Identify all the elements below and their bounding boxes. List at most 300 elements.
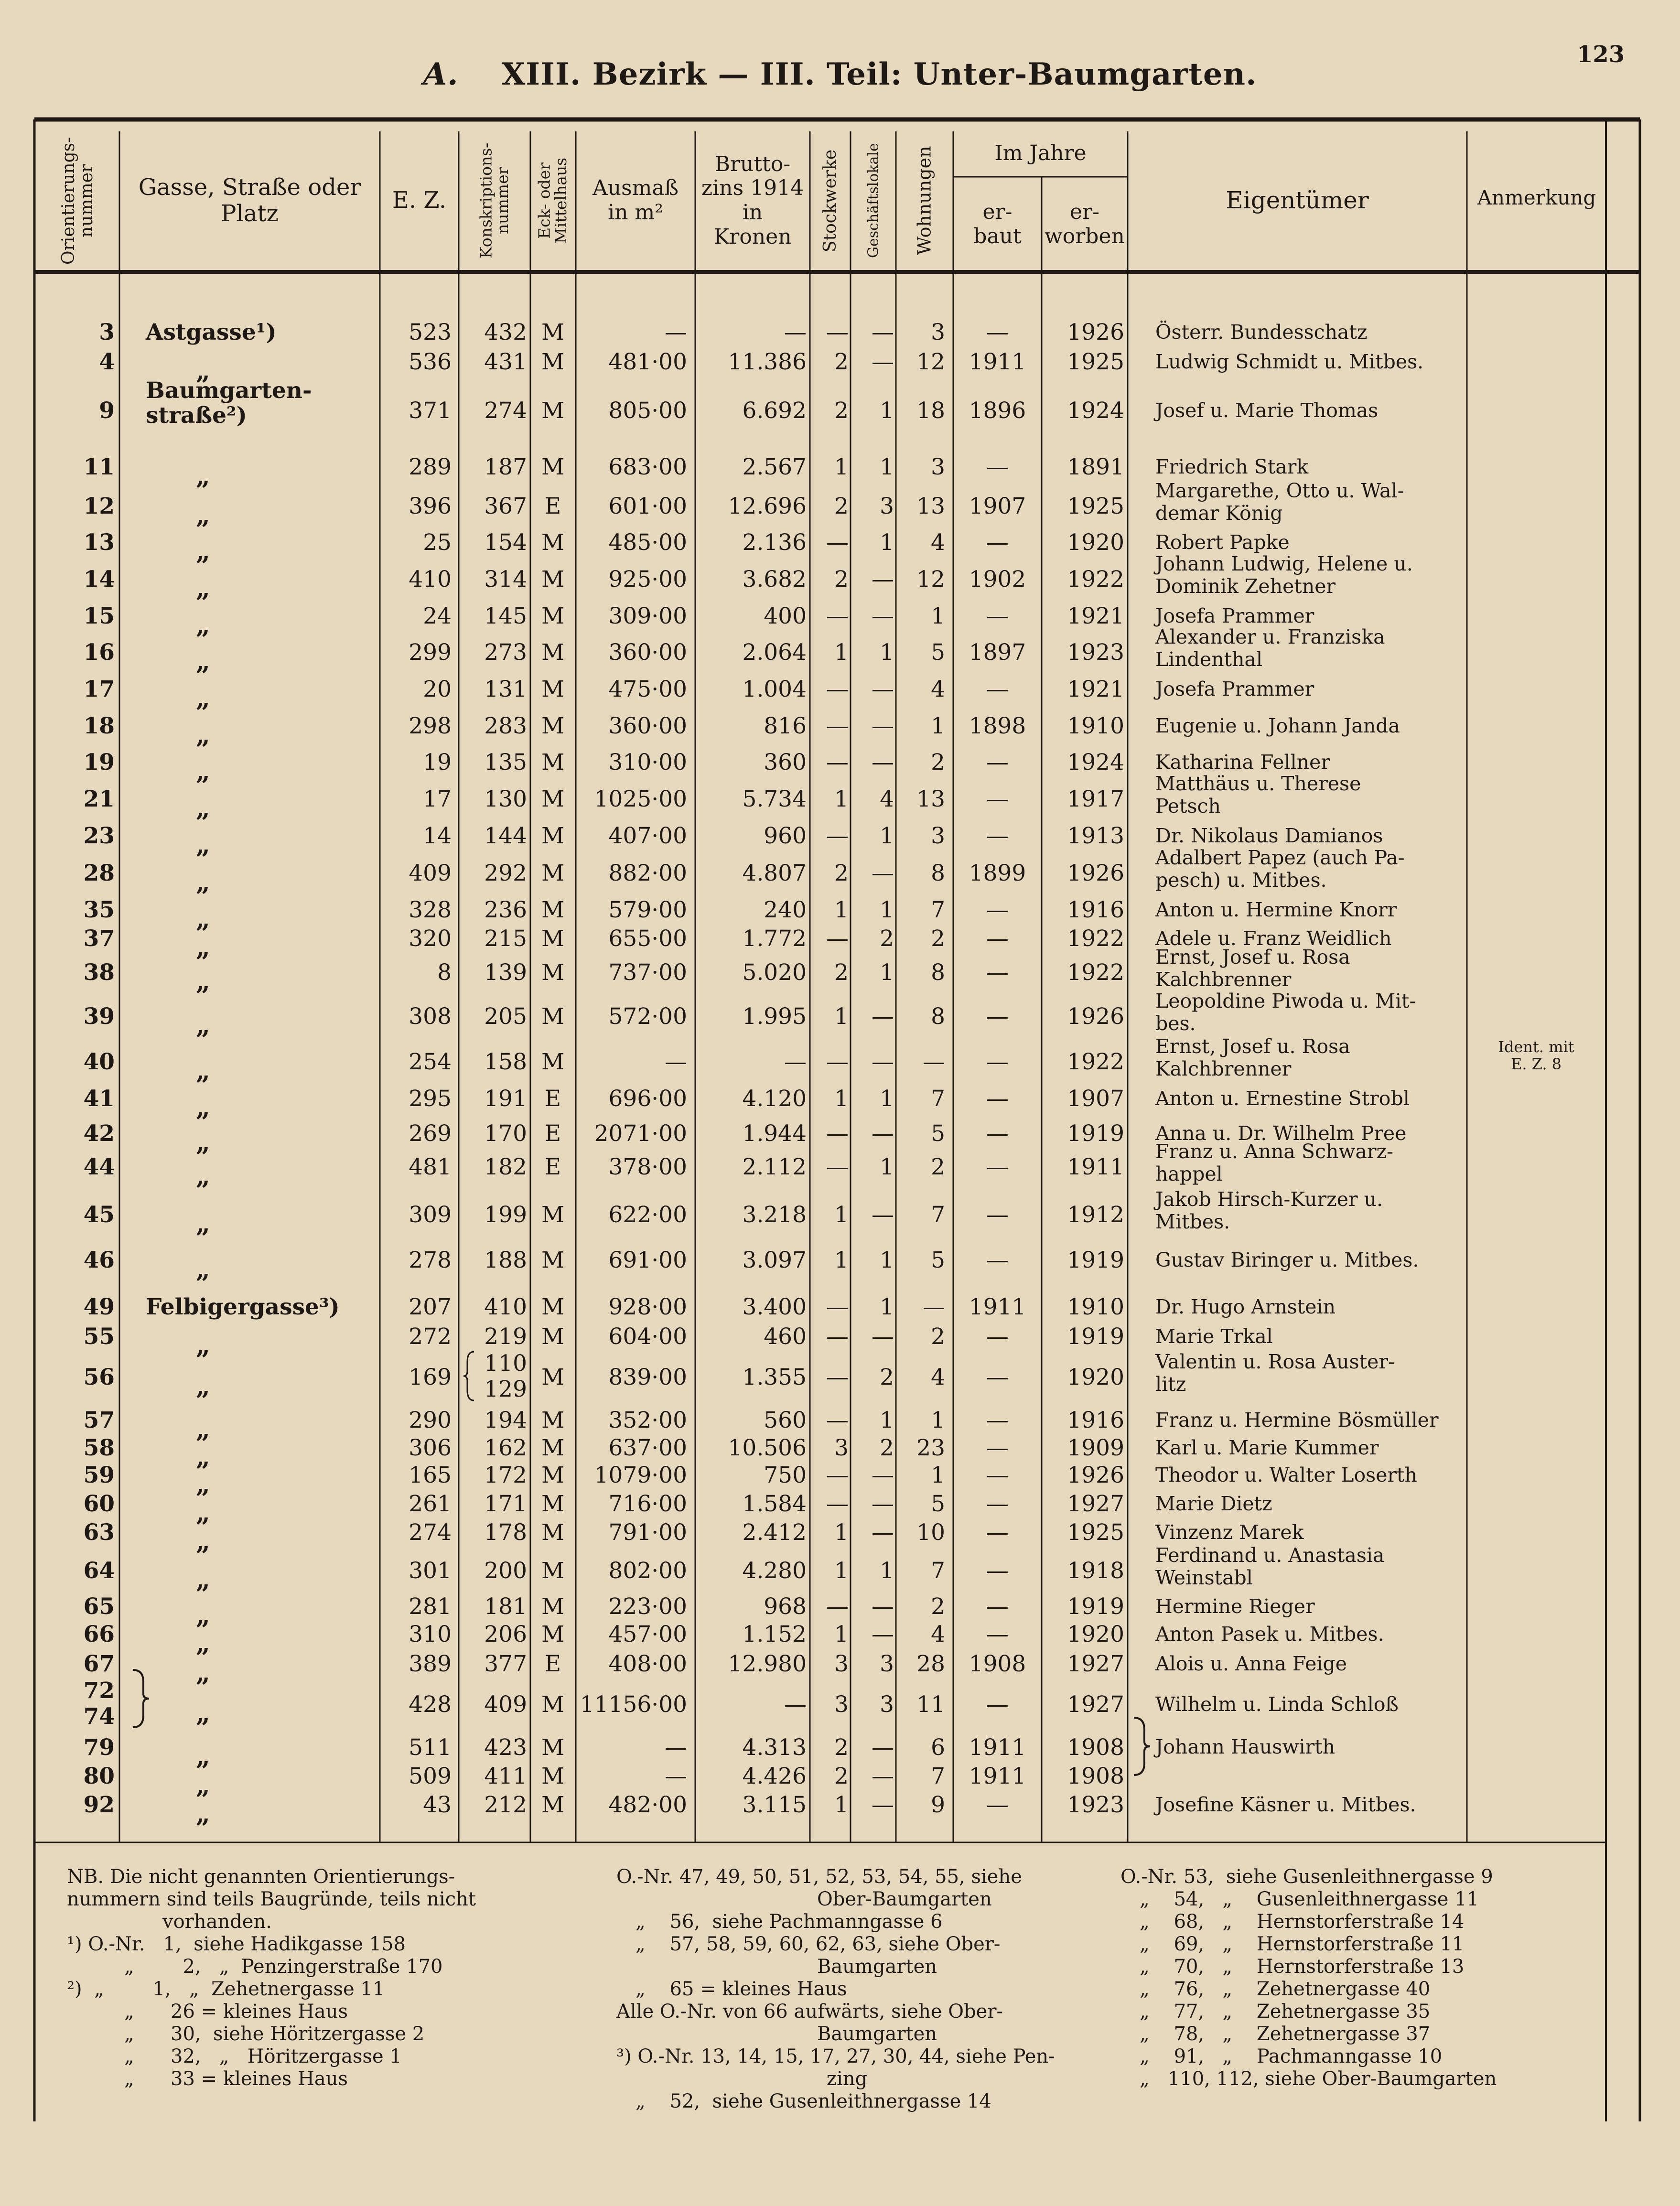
cell-geschaeftslokale: 1 — [880, 1294, 894, 1320]
cell-ez: 410 — [409, 566, 452, 592]
cell-geschaeftslokale: 2 — [880, 1435, 894, 1461]
cell-erbaut: — — [986, 1691, 1009, 1718]
footnote-line: „ 54, „ Gusenleithnergasse 11 — [1140, 1888, 1479, 1910]
cell-erworben: 1926 — [1067, 1003, 1124, 1030]
cell-bruttozins: 460 — [764, 1324, 807, 1350]
cell-bruttozins: 10.506 — [728, 1435, 807, 1461]
cell-eck-mittelhaus: M — [541, 639, 565, 666]
cell-street: „ — [196, 830, 210, 860]
cell-erbaut: — — [986, 897, 1009, 923]
cell-street: „ — [196, 1470, 210, 1499]
cell-konskriptionsnummer: 194 — [484, 1407, 527, 1433]
header-im-jahre: Im Jahre — [994, 140, 1087, 165]
cell-ez: 320 — [409, 925, 452, 952]
footnote-line: O.-Nr. 47, 49, 50, 51, 52, 53, 54, 55, siehe — [616, 1866, 1022, 1888]
cell-ausmass: 655·00 — [608, 925, 687, 952]
cell-street: „ — [196, 1442, 210, 1472]
cell-wohnungen: 7 — [931, 897, 945, 923]
cell-ausmass: — — [665, 319, 687, 345]
cell-ez: 308 — [409, 1003, 452, 1030]
cell-ausmass: 925·00 — [608, 566, 687, 592]
cell-konskriptionsnummer: 135 — [484, 749, 527, 775]
cell-erbaut: — — [986, 1491, 1009, 1517]
cell-erbaut: — — [986, 1120, 1009, 1147]
cell-stockwerke: 3 — [834, 1691, 849, 1718]
cell-erbaut: 1911 — [969, 1294, 1026, 1320]
cell-bruttozins: 11.386 — [728, 349, 807, 375]
cell-wohnungen: — — [923, 1294, 945, 1320]
cell-ausmass: 352·00 — [608, 1407, 687, 1433]
cell-ez: 261 — [409, 1491, 452, 1517]
cell-erworben: 1919 — [1067, 1247, 1124, 1273]
cell-orientierungsnummer: 56 — [83, 1364, 115, 1390]
cell-erworben: 1918 — [1067, 1558, 1124, 1584]
cell-konskriptionsnummer: 205 — [484, 1003, 527, 1030]
cell-stockwerke: 1 — [834, 1519, 849, 1546]
cell-erworben: 1926 — [1067, 860, 1124, 886]
cell-bruttozins: 3.097 — [742, 1247, 807, 1273]
cell-geschaeftslokale: — — [872, 1491, 894, 1517]
cell-eck-mittelhaus: M — [541, 786, 565, 812]
cell-erbaut: 1898 — [969, 713, 1026, 739]
cell-ausmass: 691·00 — [608, 1247, 687, 1273]
cell-erworben: 1891 — [1067, 454, 1124, 480]
cell-orientierungsnummer: 39 — [83, 1003, 115, 1030]
cell-ez: 301 — [409, 1558, 452, 1584]
cell-stockwerke: 1 — [834, 786, 849, 812]
cell-geschaeftslokale: 2 — [880, 1364, 894, 1390]
cell-erbaut: — — [986, 319, 1009, 345]
cell-wohnungen: 9 — [931, 1792, 945, 1818]
cell-erworben: 1908 — [1067, 1763, 1124, 1789]
cell-ausmass: 637·00 — [608, 1435, 687, 1461]
footnote-line: „ 69, „ Hernstorferstraße 11 — [1140, 1933, 1465, 1955]
cell-konskriptionsnummer: 432 — [484, 319, 527, 345]
cell-geschaeftslokale: 3 — [880, 1691, 894, 1718]
cell-ez: 274 — [409, 1519, 452, 1546]
cell-street: „ — [196, 1128, 210, 1157]
cell-orientierungsnummer: 58 — [83, 1435, 115, 1461]
cell-orientierungsnummer: 46 — [83, 1247, 115, 1273]
cell-street: „ — [196, 794, 210, 823]
cell-erworben: 1927 — [1067, 1491, 1124, 1517]
cell-street: „ — [196, 721, 210, 750]
cell-ausmass: 802·00 — [608, 1558, 687, 1584]
cell-geschaeftslokale: 3 — [880, 493, 894, 519]
cell-eck-mittelhaus: M — [541, 529, 565, 556]
cell-eck-mittelhaus: M — [541, 860, 565, 886]
cell-stockwerke: 1 — [834, 1247, 849, 1273]
cell-wohnungen: 4 — [931, 676, 945, 702]
cell-owner: Ferdinand u. Anastasia Weinstabl — [1155, 1544, 1385, 1589]
cell-orientierungsnummer: 17 — [83, 676, 115, 702]
cell-street: „ — [196, 1799, 210, 1829]
header-ausmass: Ausmaß in m² — [592, 176, 679, 225]
cell-orientierungsnummer: 23 — [83, 823, 115, 849]
cell-wohnungen: 13 — [916, 493, 945, 519]
cell-wohnungen: 3 — [931, 823, 945, 849]
cell-ausmass: 839·00 — [608, 1364, 687, 1390]
header-ez: E. Z. — [392, 187, 447, 214]
cell-erbaut: — — [986, 823, 1009, 849]
cell-orientierungsnummer: 21 — [83, 786, 115, 812]
cell-street: „ — [196, 1093, 210, 1122]
footnote-line: ¹) O.-Nr. 1, siehe Hadikgasse 158 — [67, 1933, 406, 1955]
cell-bruttozins: 3.682 — [742, 566, 807, 592]
cell-ausmass: 360·00 — [608, 639, 687, 666]
header-eck-mittelhaus: Eck- oder Mittelhaus — [535, 157, 570, 244]
cell-orientierungsnummer: 3 — [99, 319, 115, 345]
cell-eck-mittelhaus: M — [541, 1462, 565, 1488]
cell-konskriptionsnummer: 154 — [484, 529, 527, 556]
cell-erbaut: — — [986, 1558, 1009, 1584]
cell-ausmass: 485·00 — [608, 529, 687, 556]
cell-wohnungen: 6 — [931, 1734, 945, 1761]
cell-orientierungsnummer: 60 — [83, 1491, 115, 1517]
cell-wohnungen: 7 — [931, 1558, 945, 1584]
cell-bruttozins: 5.020 — [742, 959, 807, 986]
brace-79-80 — [1130, 1715, 1154, 1777]
cell-geschaeftslokale: — — [872, 1324, 894, 1350]
cell-ez: 290 — [409, 1407, 452, 1433]
cell-street: „ — [196, 1331, 210, 1360]
cell-erworben: 1919 — [1067, 1324, 1124, 1350]
cell-owner: Katharina Fellner — [1155, 751, 1330, 774]
cell-bruttozins: 2.064 — [742, 639, 807, 666]
cell-orientierungsnummer: 9 — [99, 398, 115, 424]
cell-eck-mittelhaus: M — [541, 676, 565, 702]
cell-bruttozins: 750 — [764, 1462, 807, 1488]
cell-bruttozins: — — [784, 1691, 807, 1718]
cell-eck-mittelhaus: E — [544, 1120, 561, 1147]
footnote-line: „ 32, „ Höritzergasse 1 — [124, 2045, 402, 2067]
cell-erworben: 1908 — [1067, 1734, 1124, 1761]
cell-ez: 396 — [409, 493, 452, 519]
cell-street: „ — [196, 684, 210, 713]
cell-geschaeftslokale: — — [872, 1519, 894, 1546]
cell-geschaeftslokale: — — [872, 566, 894, 592]
cell-ez: 14 — [423, 823, 452, 849]
cell-street: „ — [196, 967, 210, 996]
cell-erworben: 1916 — [1067, 897, 1124, 923]
footnote-line: „ 110, 112, siehe Ober-Baumgarten — [1140, 2068, 1497, 2090]
footnote-line: NB. Die nicht genannten Orientierungs- — [67, 1866, 455, 1888]
cell-stockwerke: — — [826, 603, 849, 629]
cell-ez: 306 — [409, 1435, 452, 1461]
cell-konskriptionsnummer: 409 — [484, 1691, 527, 1718]
footnote-line: Alle O.-Nr. von 66 aufwärts, siehe Ober- — [616, 2001, 1003, 2023]
cell-owner: Anton u. Ernestine Strobl — [1155, 1087, 1410, 1110]
cell-erworben: 1907 — [1067, 1086, 1124, 1112]
cell-erworben: 1926 — [1067, 319, 1124, 345]
cell-owner: Eugenie u. Johann Janda — [1155, 714, 1400, 737]
cell-eck-mittelhaus: M — [541, 1247, 565, 1273]
cell-wohnungen: 12 — [916, 349, 945, 375]
cell-ausmass: 737·00 — [608, 959, 687, 986]
cell-ez: 169 — [409, 1364, 452, 1390]
cell-bruttozins: 1.004 — [742, 676, 807, 702]
cell-konskriptionsnummer: 178 — [484, 1519, 527, 1546]
cell-street: Astgasse¹) — [146, 319, 277, 345]
cell-orientierungsnummer: 40 — [83, 1049, 115, 1075]
cell-street: „ — [196, 1011, 210, 1040]
cell-eck-mittelhaus: M — [541, 1734, 565, 1761]
cell-erbaut: 1911 — [969, 349, 1026, 375]
cell-geschaeftslokale: — — [872, 1734, 894, 1761]
cell-erworben: 1924 — [1067, 398, 1124, 424]
cell-ausmass: 604·00 — [608, 1324, 687, 1350]
cell-konskriptionsnummer: 431 — [484, 349, 527, 375]
cell-erworben: 1920 — [1067, 529, 1124, 556]
cell-geschaeftslokale: 1 — [880, 897, 894, 923]
cell-wohnungen: 8 — [931, 860, 945, 886]
cell-konskriptionsnummer: 199 — [484, 1202, 527, 1228]
cell-erbaut: — — [986, 749, 1009, 775]
cell-street: „ — [196, 1527, 210, 1556]
cell-geschaeftslokale: — — [872, 1462, 894, 1488]
cell-stockwerke: 2 — [834, 398, 849, 424]
cell-erbaut: — — [986, 1049, 1009, 1075]
cell-konskriptionsnummer: 131 — [484, 676, 527, 702]
cell-owner: Matthäus u. Therese Petsch — [1155, 772, 1361, 818]
cell-owner: Marie Trkal — [1155, 1325, 1273, 1348]
cell-konskriptionsnummer: 188 — [484, 1247, 527, 1273]
cell-stockwerke: 2 — [834, 493, 849, 519]
cell-konskriptionsnummer: 181 — [484, 1593, 527, 1620]
cell-street: „ — [196, 356, 210, 386]
cell-bruttozins: 2.567 — [742, 454, 807, 480]
footnote-line: „ 70, „ Hernstorferstraße 13 — [1140, 1956, 1465, 1978]
cell-konskriptionsnummer: 172 — [484, 1462, 527, 1488]
cell-geschaeftslokale: — — [872, 1593, 894, 1620]
cell-eck-mittelhaus: M — [541, 566, 565, 592]
cell-konskriptionsnummer: 110 129 — [484, 1350, 527, 1402]
cell-ez: 289 — [409, 454, 452, 480]
cell-owner: Anton Pasek u. Mitbes. — [1155, 1623, 1384, 1646]
cell-owner: Josefa Prammer — [1155, 678, 1314, 700]
cell-eck-mittelhaus: M — [541, 1049, 565, 1075]
cell-orientierungsnummer: 15 — [83, 603, 115, 629]
cell-eck-mittelhaus: M — [541, 1407, 565, 1433]
cell-erworben: 1922 — [1067, 566, 1124, 592]
cell-bruttozins: 3.400 — [742, 1294, 807, 1320]
cell-erworben: 1922 — [1067, 959, 1124, 986]
cell-stockwerke: — — [826, 1294, 849, 1320]
cell-bruttozins: 4.120 — [742, 1086, 807, 1112]
cell-ausmass: 11156·00 — [580, 1691, 687, 1718]
cell-konskriptionsnummer: 200 — [484, 1558, 527, 1584]
header-eigentuemer: Eigentümer — [1226, 186, 1369, 215]
footnote-line: nummern sind teils Baugründe, teils nicht — [67, 1888, 476, 1910]
cell-wohnungen: 2 — [931, 925, 945, 952]
cell-erworben: 1923 — [1067, 1792, 1124, 1818]
cell-wohnungen: 3 — [931, 319, 945, 345]
cell-stockwerke: 1 — [834, 1558, 849, 1584]
cell-konskriptionsnummer: 273 — [484, 639, 527, 666]
cell-geschaeftslokale: — — [872, 1621, 894, 1647]
cell-konskriptionsnummer: 130 — [484, 786, 527, 812]
cell-erworben: 1910 — [1067, 1294, 1124, 1320]
cell-owner: Robert Papke — [1155, 531, 1290, 554]
cell-erworben: 1922 — [1067, 925, 1124, 952]
footnote-line: O.-Nr. 53, siehe Gusenleithnergasse 9 — [1120, 1866, 1493, 1888]
cell-geschaeftslokale: 2 — [880, 925, 894, 952]
cell-erworben: 1921 — [1067, 603, 1124, 629]
cell-erworben: 1927 — [1067, 1651, 1124, 1677]
cell-bruttozins: 1.584 — [742, 1491, 807, 1517]
cell-konskriptionsnummer: 236 — [484, 897, 527, 923]
cell-erworben: 1926 — [1067, 1462, 1124, 1488]
cell-geschaeftslokale: 1 — [880, 1407, 894, 1433]
cell-konskriptionsnummer: 219 — [484, 1324, 527, 1350]
cell-wohnungen: 1 — [931, 1462, 945, 1488]
cell-wohnungen: 2 — [931, 749, 945, 775]
cell-stockwerke: 3 — [834, 1435, 849, 1461]
cell-bruttozins: 4.426 — [742, 1763, 807, 1789]
cell-ez: 371 — [409, 398, 452, 424]
footnote-line: „ 57, 58, 59, 60, 62, 63, siehe Ober- — [635, 1933, 1001, 1955]
cell-orientierungsnummer: 45 — [83, 1202, 115, 1228]
cell-wohnungen: 10 — [916, 1519, 945, 1546]
cell-street: „ — [196, 1162, 210, 1191]
cell-ez: 207 — [409, 1294, 452, 1320]
cell-bruttozins: 816 — [764, 713, 807, 739]
cell-geschaeftslokale: 1 — [880, 1086, 894, 1112]
footnote-line: „ 52, siehe Gusenleithnergasse 14 — [635, 2090, 991, 2112]
cell-ez: 8 — [437, 959, 452, 986]
cell-konskriptionsnummer: 144 — [484, 823, 527, 849]
header-street: Gasse, Straße oder Platz — [138, 173, 361, 227]
cell-orientierungsnummer: 79 — [83, 1734, 115, 1761]
cell-stockwerke: 1 — [834, 639, 849, 666]
page-number: 123 — [1577, 41, 1625, 68]
cell-stockwerke: — — [826, 1154, 849, 1180]
cell-erbaut: — — [986, 1621, 1009, 1647]
cell-owner: Johann Ludwig, Helene u. Dominik Zehetner — [1155, 552, 1413, 598]
cell-eck-mittelhaus: E — [544, 493, 561, 519]
cell-stockwerke: 2 — [834, 349, 849, 375]
cell-owner: Österr. Bundesschatz — [1155, 321, 1368, 344]
footnote-line: „ 65 = kleines Haus — [635, 1978, 847, 2000]
cell-ez: 536 — [409, 349, 452, 375]
cell-owner: Alois u. Anna Feige — [1155, 1652, 1347, 1675]
cell-erbaut: — — [986, 925, 1009, 952]
cell-bruttozins: 2.136 — [742, 529, 807, 556]
cell-eck-mittelhaus: M — [541, 319, 565, 345]
cell-owner: Adalbert Papez (auch Pa- pesch) u. Mitbes. — [1155, 846, 1405, 892]
cell-bruttozins: 400 — [764, 603, 807, 629]
cell-wohnungen: 18 — [916, 398, 945, 424]
cell-geschaeftslokale: — — [872, 1202, 894, 1228]
cell-geschaeftslokale: — — [872, 860, 894, 886]
cell-orientierungsnummer: 49 — [83, 1294, 115, 1320]
cell-street: „ — [196, 757, 210, 786]
cell-owner: Karl u. Marie Kummer — [1155, 1436, 1379, 1459]
cell-geschaeftslokale: 1 — [880, 1154, 894, 1180]
cell-konskriptionsnummer: 187 — [484, 454, 527, 480]
cell-orientierungsnummer: 38 — [83, 959, 115, 986]
cell-bruttozins: — — [784, 1049, 807, 1075]
cell-owner: Ernst, Josef u. Rosa Kalchbrenner — [1155, 946, 1350, 991]
cell-geschaeftslokale: — — [872, 676, 894, 702]
cell-stockwerke: 1 — [834, 454, 849, 480]
cell-ausmass: 928·00 — [608, 1294, 687, 1320]
footnote-line: ³) O.-Nr. 13, 14, 15, 17, 27, 30, 44, siehe Pen- — [616, 2045, 1055, 2067]
cell-orientierungsnummer: 13 — [83, 529, 115, 556]
cell-ez: 481 — [409, 1154, 452, 1180]
cell-konskriptionsnummer: 206 — [484, 1621, 527, 1647]
cell-ausmass: 457·00 — [608, 1621, 687, 1647]
cell-orientierungsnummer: 14 — [83, 566, 115, 592]
cell-ez: 25 — [423, 529, 452, 556]
cell-orientierungsnummer: 57 — [83, 1407, 115, 1433]
cell-eck-mittelhaus: M — [541, 823, 565, 849]
cell-eck-mittelhaus: E — [544, 1154, 561, 1180]
cell-eck-mittelhaus: M — [541, 1558, 565, 1584]
cell-bruttozins: 968 — [764, 1593, 807, 1620]
footnote-line: „ 76, „ Zehetnergasse 40 — [1140, 1978, 1431, 2000]
cell-erworben: 1925 — [1067, 349, 1124, 375]
cell-geschaeftslokale: — — [872, 603, 894, 629]
cell-bruttozins: 360 — [764, 749, 807, 775]
cell-stockwerke: 2 — [834, 1734, 849, 1761]
cell-bruttozins: 12.980 — [728, 1651, 807, 1677]
cell-stockwerke: 1 — [834, 1003, 849, 1030]
cell-eck-mittelhaus: M — [541, 1691, 565, 1718]
cell-eck-mittelhaus: M — [541, 1435, 565, 1461]
cell-konskriptionsnummer: 171 — [484, 1491, 527, 1517]
cell-bruttozins: 1.355 — [742, 1364, 807, 1390]
cell-wohnungen: 1 — [931, 713, 945, 739]
cell-owner: Marie Dietz — [1155, 1492, 1272, 1515]
cell-ausmass: 683·00 — [608, 454, 687, 480]
cell-stockwerke: — — [826, 713, 849, 739]
cell-bruttozins: 560 — [764, 1407, 807, 1433]
footnote-line: ²) „ 1, „ Zehetnergasse 11 — [67, 1978, 385, 2000]
cell-owner: Anna u. Dr. Wilhelm Pree — [1155, 1122, 1407, 1145]
cell-owner: Margarethe, Otto u. Wal- demar König — [1155, 479, 1404, 525]
cell-bruttozins: 2.112 — [742, 1154, 807, 1180]
cell-owner: Ludwig Schmidt u. Mitbes. — [1155, 350, 1424, 373]
cell-owner: Hermine Rieger — [1155, 1595, 1315, 1618]
cell-ez: 298 — [409, 713, 452, 739]
cell-eck-mittelhaus: M — [541, 1763, 565, 1789]
cell-ez: 254 — [409, 1049, 452, 1075]
cell-konskriptionsnummer: 139 — [484, 959, 527, 986]
cell-erbaut: 1908 — [969, 1651, 1026, 1677]
cell-erworben: 1925 — [1067, 1519, 1124, 1546]
cell-geschaeftslokale: 1 — [880, 398, 894, 424]
cell-geschaeftslokale: — — [872, 1763, 894, 1789]
shared-owner-79-80: Johann Hauswirth — [1155, 1735, 1335, 1758]
cell-erworben: 1919 — [1067, 1593, 1124, 1620]
header-wohnungen: Wohnungen — [914, 146, 935, 256]
cell-erworben: 1923 — [1067, 639, 1124, 666]
cell-eck-mittelhaus: M — [541, 1202, 565, 1228]
cell-stockwerke: — — [826, 1324, 849, 1350]
cell-ez: 272 — [409, 1324, 452, 1350]
cell-erbaut: — — [986, 786, 1009, 812]
cell-ausmass: 408·00 — [608, 1651, 687, 1677]
cell-stockwerke: 1 — [834, 1792, 849, 1818]
cell-wohnungen: 2 — [931, 1154, 945, 1180]
cell-erworben: 1917 — [1067, 786, 1124, 812]
cell-wohnungen: 23 — [916, 1435, 945, 1461]
header-erbaut: er- baut — [973, 200, 1022, 248]
cell-ausmass: — — [665, 1763, 687, 1789]
cell-stockwerke: — — [826, 1593, 849, 1620]
cell-owner: Josefa Prammer — [1155, 604, 1314, 627]
